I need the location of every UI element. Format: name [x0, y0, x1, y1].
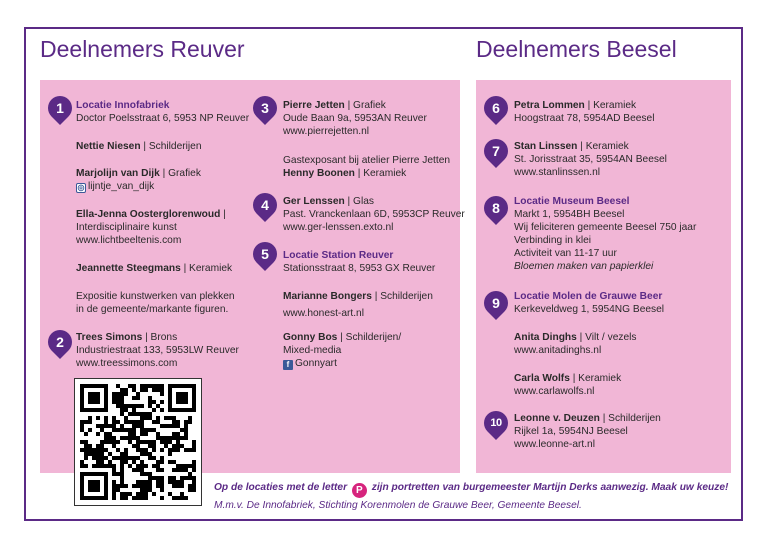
location-pin-6: 6: [479, 91, 513, 125]
entry-marjolijn-van-dijk: [76, 167, 201, 193]
entry-leonne-deuzen: [514, 412, 661, 451]
entry-stan-linssen: [514, 140, 667, 179]
separator: |: [220, 209, 226, 220]
discipline: | Glas: [344, 196, 374, 207]
website-link[interactable]: www.anitadinghs.nl: [514, 345, 602, 356]
entry-locatie-innofabriek: [76, 99, 249, 125]
website-link[interactable]: www.honest-art.nl: [283, 308, 364, 319]
address: St. Jorisstraat 35, 5954AN Beesel: [514, 154, 667, 165]
address: Hoogstraat 78, 5954AD Beesel: [514, 113, 655, 124]
location-pin-3: 3: [248, 91, 282, 125]
facebook-handle[interactable]: Gonnyart: [295, 358, 337, 369]
discipline: | Schilderijen: [599, 413, 661, 424]
address: Stationsstraat 8, 5953 GX Reuver: [283, 263, 436, 274]
artist-name: Ella-Jenna Oosterglorenwoud: [76, 209, 221, 220]
discipline: | Keramiek: [354, 168, 407, 179]
entry-anita-dinghs: [514, 331, 636, 357]
address: Doctor Poelsstraat 6, 5953 NP Reuver: [76, 113, 250, 124]
location-title: Locatie Innofabriek: [76, 100, 170, 111]
discipline: | Grafiek: [344, 100, 386, 111]
entry-locatie-museum-beesel: [514, 195, 696, 273]
footer-text-before: Op de locaties met de letter: [214, 482, 348, 493]
website-link[interactable]: www.ger-lenssen.exto.nl: [283, 222, 394, 233]
discipline: | Schilderijen: [371, 291, 433, 302]
discipline: | Keramiek: [569, 373, 622, 384]
location-pin-9: 9: [479, 286, 513, 320]
location-pin-2: 2: [43, 325, 77, 359]
artist-name: Trees Simons: [76, 332, 143, 343]
discipline: | Schilderijen/: [337, 332, 402, 343]
address: Industriestraat 133, 5953LW Reuver: [76, 345, 239, 356]
discipline: Interdisciplinaire kunst: [76, 222, 177, 233]
footer-portrait-note: [214, 482, 728, 498]
entry-marianne-bongers: [283, 290, 433, 320]
location-pin-1: 1: [43, 91, 77, 125]
discipline: | Grafiek: [159, 168, 201, 179]
entry-expositie: [76, 290, 235, 316]
facebook-icon[interactable]: f: [283, 360, 293, 370]
artist-name: Marjolijn van Dijk: [76, 168, 160, 179]
website-link[interactable]: www.pierrejetten.nl: [283, 126, 370, 137]
artist-name: Ger Lenssen: [283, 196, 345, 207]
artist-name: Henny Boonen: [283, 168, 355, 179]
discipline: | Keramiek: [584, 100, 637, 111]
address: Oude Baan 9a, 5953AN Reuver: [283, 113, 427, 124]
location-pin-5: 5: [248, 237, 282, 271]
exhibition-text-2: in de gemeente/markante figuren.: [76, 304, 229, 315]
location-pin-8: 8: [479, 191, 513, 225]
entry-henny-boonen: [283, 154, 450, 180]
artist-name: Anita Dinghs: [514, 332, 577, 343]
exhibition-text-1: Expositie kunstwerken van plekken: [76, 291, 235, 302]
event-line-4: Bloemen maken van papierklei: [514, 261, 654, 272]
footer-credits: M.m.v. De Innofabriek, Stichting Korenmolen de Grauwe Beer, Gemeente Beesel.: [214, 500, 582, 511]
address: Kerkeveldweg 1, 5954NG Beesel: [514, 304, 665, 315]
footer-text-after: zijn portretten van burgemeester Martijn Derks aanwezig. Maak uw keuze!: [371, 482, 729, 493]
event-line-3: Activiteit van 11-17 uur: [514, 248, 617, 259]
artist-name: Jeannette Steegmans: [76, 263, 181, 274]
artist-name: Gonny Bos: [283, 332, 338, 343]
event-line-1: Wij feliciteren gemeente Beesel 750 jaar: [514, 222, 697, 233]
artist-name: Petra Lommen: [514, 100, 585, 111]
discipline: | Schilderijen: [140, 141, 202, 152]
entry-petra-lommen: [514, 99, 654, 125]
qr-code[interactable]: [74, 378, 202, 506]
location-title: Locatie Station Reuver: [283, 250, 394, 261]
entry-gonny-bos: [283, 331, 401, 370]
entry-ger-lenssen: [283, 195, 465, 234]
location-pin-4: 4: [248, 188, 282, 222]
entry-jeannette-steegmans: [76, 262, 232, 275]
entry-nettie-niesen: [76, 140, 202, 153]
location-pin-7: 7: [479, 134, 513, 168]
entry-carla-wolfs: [514, 372, 621, 398]
location-title: Locatie Museum Beesel: [514, 196, 630, 207]
website-link[interactable]: www.carlawolfs.nl: [514, 386, 595, 397]
discipline: | Brons: [142, 332, 178, 343]
discipline: | Vilt / vezels: [576, 332, 637, 343]
entry-trees-simons: [76, 331, 239, 370]
artist-name: Marianne Bongers: [283, 291, 372, 302]
artist-name: Pierre Jetten: [283, 100, 345, 111]
p-badge-icon: P: [352, 483, 367, 498]
entry-locatie-station-reuver: [283, 249, 435, 275]
address: Rijkel 1a, 5954NJ Beesel: [514, 426, 628, 437]
qr-code-pattern: [75, 379, 201, 505]
entry-locatie-molen: [514, 290, 664, 316]
instagram-handle[interactable]: lijntje_van_dijk: [88, 181, 155, 192]
website-link[interactable]: www.lichtbeeltenis.com: [76, 235, 182, 246]
artist-name: Stan Linssen: [514, 141, 578, 152]
website-link[interactable]: www.leonne-art.nl: [514, 439, 595, 450]
website-link[interactable]: www.stanlinssen.nl: [514, 167, 601, 178]
website-link[interactable]: www.treessimons.com: [76, 358, 178, 369]
entry-pierre-jetten: [283, 99, 427, 138]
address: Past. Vranckenlaan 6D, 5953CP Reuver: [283, 209, 465, 220]
entry-ella-jenna: [76, 208, 226, 247]
heading-beesel: Deelnemers Beesel: [476, 36, 677, 62]
guest-note: Gastexposant bij atelier Pierre Jetten: [283, 155, 451, 166]
location-title: Locatie Molen de Grauwe Beer: [514, 291, 663, 302]
discipline: | Keramiek: [180, 263, 233, 274]
artist-name: Nettie Niesen: [76, 141, 141, 152]
discipline-2: Mixed-media: [283, 345, 342, 356]
artist-name: Leonne v. Deuzen: [514, 413, 600, 424]
discipline: | Keramiek: [577, 141, 629, 152]
location-pin-10: 10: [479, 406, 513, 440]
instagram-icon[interactable]: ◎: [77, 183, 85, 192]
address: Markt 1, 5954BH Beesel: [514, 209, 625, 220]
artist-name: Carla Wolfs: [514, 373, 570, 384]
event-line-2: Verbinding in klei: [514, 235, 592, 246]
heading-reuver: Deelnemers Reuver: [40, 36, 245, 62]
